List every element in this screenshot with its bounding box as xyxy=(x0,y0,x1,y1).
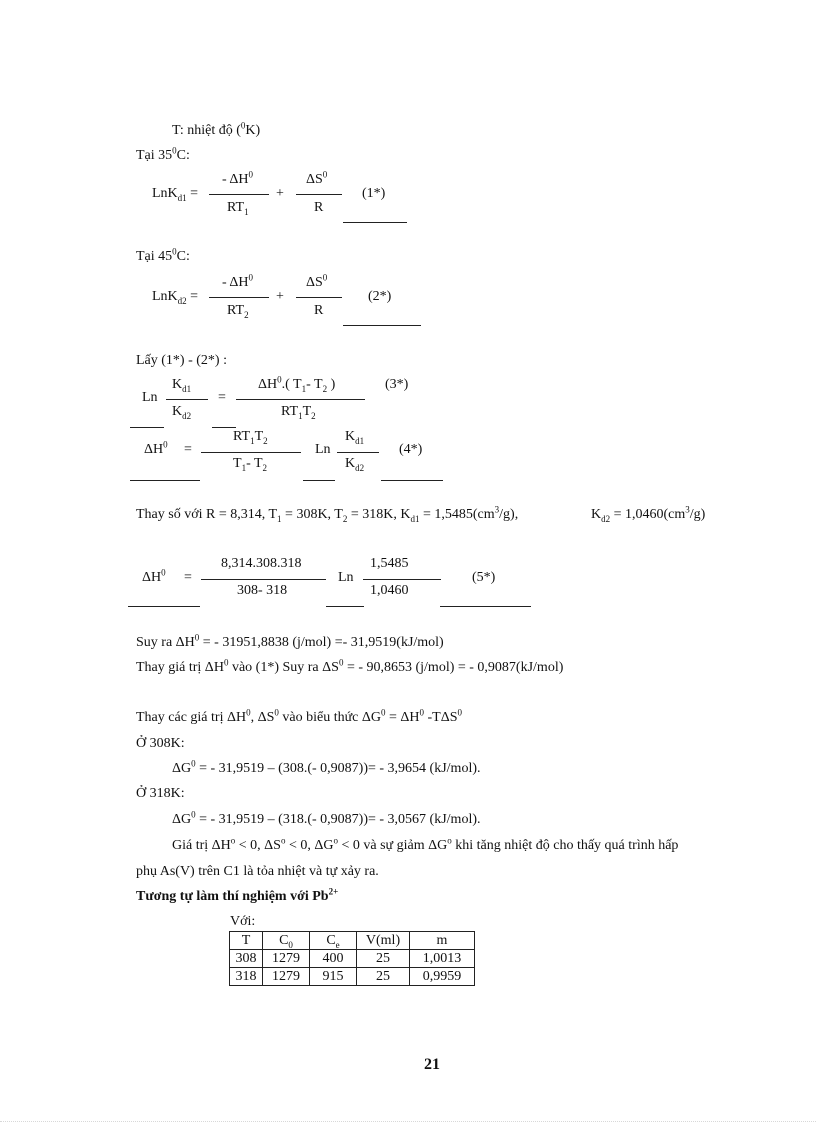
eq3-kd2: $K_{d2}$ xyxy=(172,404,192,421)
eq1-label: (1*) xyxy=(362,186,386,201)
fraction-bar xyxy=(201,452,301,453)
col-header: $C_0$ xyxy=(263,932,310,950)
eq4-label: (4*) xyxy=(399,442,423,457)
gibbs-expression: Thay các giá trị $\Delta H^0$, $\Delta S^0$ vào biểu thức $\Delta G^0 = \Delta H^0$ -TΔS$^0$ xyxy=(136,707,463,725)
eq1-plus: + xyxy=(276,186,284,201)
fraction-bar xyxy=(209,297,269,298)
underline xyxy=(343,325,421,326)
gibbs-308: $\Delta G^0$ = - 31,9519 – (308.(- 0,9087))= - 3,9654 (kJ/mol). xyxy=(172,758,481,776)
eq3-eq: = xyxy=(218,390,226,405)
data-table xyxy=(229,931,475,986)
eq1-lnk: LnK$_{d1}$ = xyxy=(152,186,199,203)
at-318-label: Ở 318K: xyxy=(136,786,185,801)
eq4-eq: = xyxy=(184,442,192,457)
gibbs-318: $\Delta G^0$ = - 31,9519 – (318.(- 0,9087))= - 3,0567 (kJ/mol). xyxy=(172,809,481,827)
eq3-denominator: $RT_1T_2$ xyxy=(281,404,316,421)
table-row xyxy=(230,950,475,968)
eq4-kd2: $K_{d2}$ xyxy=(345,456,365,473)
table-header-row xyxy=(230,932,475,950)
conclusion-line-1: Giá trị $\Delta H^o < 0$, $\Delta S^o < 0$, $\Delta G^o < 0$ và sự giảm $\Delta G^o$ khi tăng nhiệt độ cho thấy quá trình hấp xyxy=(172,835,679,853)
subtract-line: Lấy (1*) - (2*) : xyxy=(136,353,227,368)
fraction-bar xyxy=(296,297,342,298)
eq2-den1: $RT_2$ xyxy=(227,303,249,320)
eq5-den2: 1,0460 xyxy=(370,583,409,598)
at-45-label: Tại $45^0C$: xyxy=(136,246,190,264)
eq5-lhs: $\Delta H^0$ xyxy=(142,567,166,585)
at-35-label: Tại $35^0C$: xyxy=(136,145,190,163)
eq2-lnk: LnK$_{d2}$ = xyxy=(152,289,199,306)
fraction-bar xyxy=(337,452,379,453)
eq3-ln: Ln xyxy=(142,390,158,405)
eq2-num2: $\Delta S^0$ xyxy=(306,272,328,290)
table-cell: 1,0013 xyxy=(410,950,475,968)
underline xyxy=(130,480,200,481)
table-cell: 25 xyxy=(357,968,410,986)
substitution-line: Thay số với R = 8,314, $T_1 = 308K$, $T_2 = 318K$, $K_{d1} = 1,5485(cm^3/g)$, xyxy=(136,504,519,524)
result-delta-h: Suy ra $\Delta H^0$ = - 31951,8838 (j/mol) =- 31,9519(kJ/mol) xyxy=(136,632,444,650)
result-delta-s: Thay giá trị $\Delta H^0$ vào (1*) Suy ra $\Delta S^0$ = - 90,8653 (j/mol) = - 0,9087(kJ/mol) xyxy=(136,657,564,675)
table-cell: 0,9959 xyxy=(410,968,475,986)
fraction-bar xyxy=(209,194,269,195)
page-bottom-border xyxy=(0,1121,816,1122)
substitution-kd2: $K_{d2} = 1,0460(cm^3/g)$ xyxy=(591,504,706,524)
section-heading: Tương tự làm thí nghiệm với $Pb^{2+}$ xyxy=(136,886,339,904)
table-cell: 400 xyxy=(310,950,357,968)
table-cell: 308 xyxy=(230,950,263,968)
underline xyxy=(128,606,200,607)
fraction-bar xyxy=(166,399,208,400)
eq1-num1: - $\Delta H^0$ xyxy=(222,169,254,187)
eq1-num2: $\Delta S^0$ xyxy=(306,169,328,187)
eq5-num2: 1,5485 xyxy=(370,556,409,571)
table-row xyxy=(230,968,475,986)
eq5-numerator: 8,314.308.318 xyxy=(221,556,302,571)
eq5-eq: = xyxy=(184,570,192,585)
at-308-label: Ở 308K: xyxy=(136,736,185,751)
eq2-num1: - $\Delta H^0$ xyxy=(222,272,254,290)
eq5-ln: Ln xyxy=(338,570,354,585)
col-header: T xyxy=(230,932,263,950)
conclusion-line-2: phụ As(V) trên C1 là tỏa nhiệt và tự xảy ra. xyxy=(136,864,379,879)
col-header: V(ml) xyxy=(357,932,410,950)
eq3-numerator: $\Delta H^0$.( $T_1-$ $T_2$ ) xyxy=(258,374,336,394)
page-number: 21 xyxy=(424,1056,440,1073)
table-cell: 1279 xyxy=(263,950,310,968)
table-cell: 318 xyxy=(230,968,263,986)
underline xyxy=(212,427,236,428)
eq2-plus: + xyxy=(276,289,284,304)
underline xyxy=(130,427,164,428)
eq3-kd1: $K_{d1}$ xyxy=(172,377,192,394)
eq4-lhs: $\Delta H^0$ xyxy=(144,439,168,457)
eq4-denominator: $T_1-$ $T_2$ xyxy=(233,456,268,473)
fraction-bar xyxy=(201,579,326,580)
fraction-bar xyxy=(296,194,342,195)
table-cell: 915 xyxy=(310,968,357,986)
eq1-den1: $RT_1$ xyxy=(227,200,249,217)
eq2-label: (2*) xyxy=(368,289,392,304)
underline xyxy=(343,222,407,223)
fraction-bar xyxy=(236,399,365,400)
underline xyxy=(381,480,443,481)
eq4-kd1: $K_{d1}$ xyxy=(345,429,365,446)
underline xyxy=(326,606,364,607)
eq2-den2: R xyxy=(314,303,324,318)
eq5-denominator: 308- 318 xyxy=(237,583,288,598)
eq4-numerator: $RT_1T_2$ xyxy=(233,429,268,446)
with-label: Với: xyxy=(230,914,256,929)
temperature-note: T: nhiệt độ ($^0$K) xyxy=(172,120,261,138)
eq3-label: (3*) xyxy=(385,377,409,392)
col-header: m xyxy=(410,932,475,950)
underline xyxy=(440,606,531,607)
table-cell: 25 xyxy=(357,950,410,968)
fraction-bar xyxy=(363,579,441,580)
eq1-den2: R xyxy=(314,200,324,215)
col-header: $C_e$ xyxy=(310,932,357,950)
underline xyxy=(303,480,335,481)
eq4-ln: Ln xyxy=(315,442,331,457)
eq5-label: (5*) xyxy=(472,570,496,585)
table-cell: 1279 xyxy=(263,968,310,986)
